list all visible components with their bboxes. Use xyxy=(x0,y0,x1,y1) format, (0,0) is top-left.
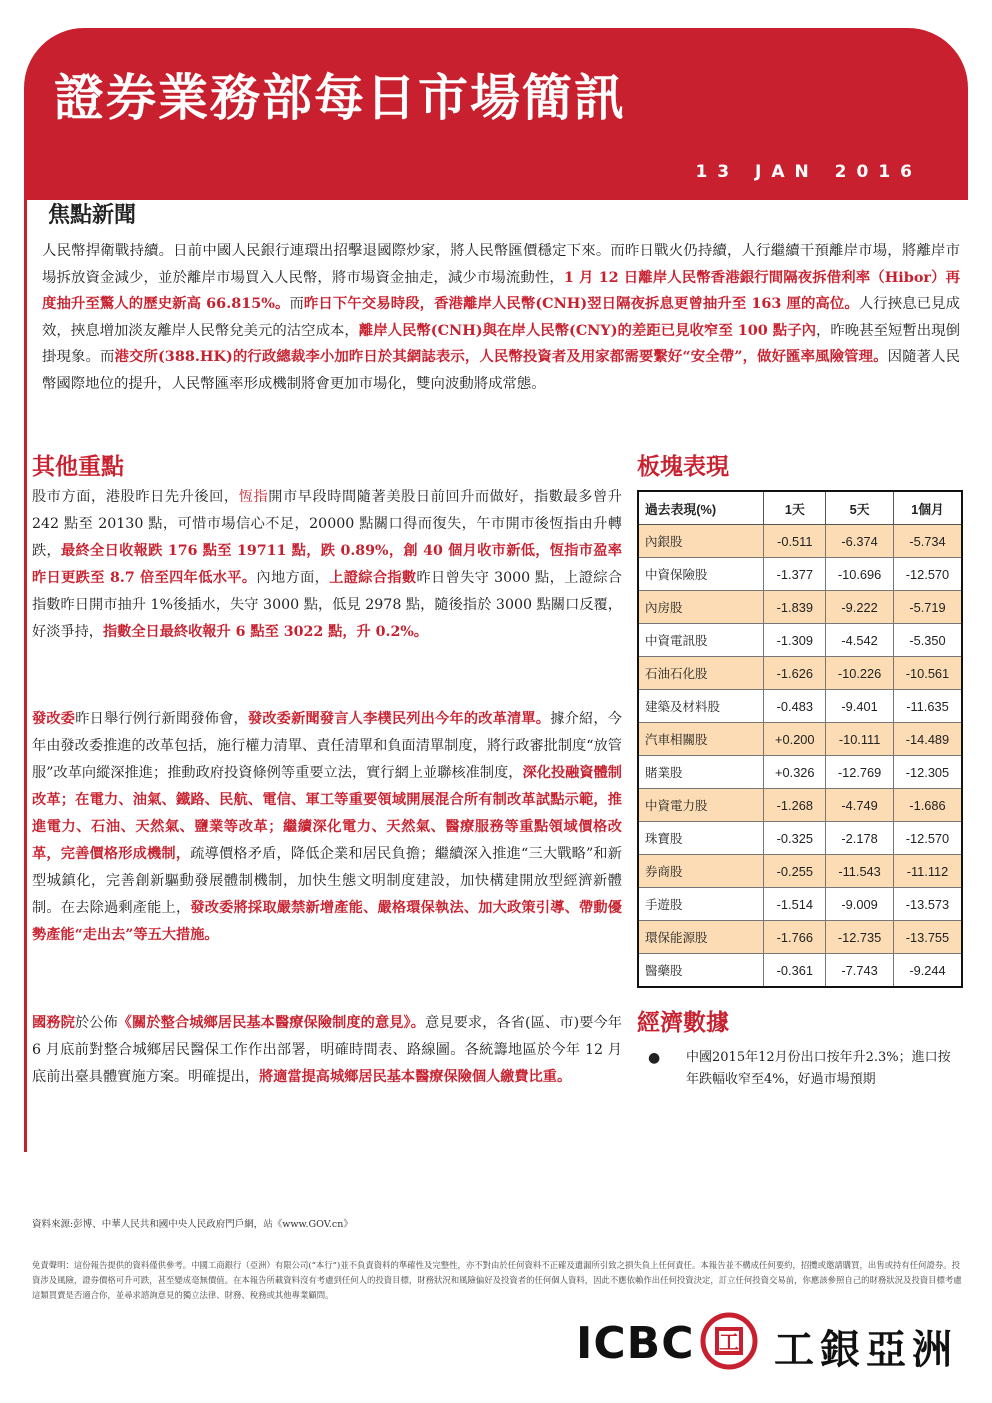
highlight-segment: 港交所(388.HK)的行政總裁李小加昨日於其網誌表示，人民幣投資者及用家都需要繫好“安全帶”，做好匯率風險管理。 xyxy=(114,348,888,365)
table-row xyxy=(638,789,962,822)
report-date: 13 JAN 2016 xyxy=(695,162,922,182)
economic-data-title: 經濟數據 xyxy=(637,1010,729,1036)
bullet-icon: ● xyxy=(648,1050,661,1066)
five-day-cell: -4.542 xyxy=(826,624,894,657)
table-row xyxy=(638,822,962,855)
one-day-cell: +0.326 xyxy=(764,756,826,789)
text-segment: 內地方面， xyxy=(256,570,330,586)
highlight-segment: 《關於整合城鄉居民基本醫療保險制度的意見》。 xyxy=(117,1015,426,1031)
column-header: 5天 xyxy=(826,491,894,525)
ndrc-paragraph xyxy=(32,706,622,949)
table-row xyxy=(638,723,962,756)
highlight-segment: 發改委新聞發言人李樸民列出今年的改革清單。 xyxy=(247,711,551,727)
text-segment: 因隨著人民幣國際地位的提升，人民幣匯率形成機制將會更加市場化，雙向波動將成常態。 xyxy=(42,349,960,392)
one-month-cell: -10.561 xyxy=(893,657,962,690)
sector-name-cell: 珠寶股 xyxy=(638,822,764,855)
five-day-cell: -9.401 xyxy=(826,690,894,723)
one-month-cell: -5.719 xyxy=(893,591,962,624)
page-title: 證券業務部每日市場簡訊 xyxy=(54,69,626,127)
one-day-cell: -0.325 xyxy=(764,822,826,855)
economic-data-text: 中國2015年12月份出口按年升2.3%；進口按年跌幅收窄至4%，好過市場預期 xyxy=(686,1050,951,1087)
one-month-cell: -12.305 xyxy=(893,756,962,789)
one-day-cell: -1.626 xyxy=(764,657,826,690)
highlight-segment: 最終全日收報跌 176 點至 19711 點，跌 0.89%，創 40 個月收市新低，恆指市盈率昨日更跌至 8.7 倍至四年低水平。 xyxy=(32,543,622,586)
sector-name-cell: 賭業股 xyxy=(638,756,764,789)
sector-name-cell: 石油石化股 xyxy=(638,657,764,690)
table-row xyxy=(638,921,962,954)
highlight-segment: 將適當提高城鄉居民基本醫療保險個人繳費比重。 xyxy=(259,1069,572,1085)
highlight-segment: 深化投融資體制改革；在電力、油氣、鐵路、民航、電信、軍工等重要領域開展混合所有制改革試點示範，推進電力、石油、天然氣、鹽業等改革；繼續深化電力、天然氣、醫療服務等重點領域價格改革，完善價格形成機制， xyxy=(32,765,622,862)
highlight-segment: 1 月 12 日離岸人民幣香港銀行間隔夜拆借利率（Hibor）再度抽升至驚人的歷史新高 66.815%。 xyxy=(42,268,960,312)
table-row xyxy=(638,690,962,723)
five-day-cell: -10.111 xyxy=(826,723,894,756)
sector-name-cell: 醫藥股 xyxy=(638,954,764,988)
sector-name-cell: 手遊股 xyxy=(638,888,764,921)
text-segment: 據介紹，今年由發改委推進的改革包括，施行權力清單、責任清單和負面清單制度，將行政審批制度“放管服”改革向縱深推進；推動政府投資條例等重要立法，實行網上並聯核准制度， xyxy=(32,711,622,781)
highlight-segment: 指數全日最終收報升 6 點至 3022 點，升 0.2%。 xyxy=(102,624,428,640)
table-row xyxy=(638,756,962,789)
economic-data-item xyxy=(648,1047,958,1091)
table-row xyxy=(638,657,962,690)
one-month-cell: -9.244 xyxy=(893,954,962,988)
sector-name-cell: 汽車相關股 xyxy=(638,723,764,756)
one-month-cell: -13.573 xyxy=(893,888,962,921)
five-day-cell: -12.769 xyxy=(826,756,894,789)
sector-performance-title: 板塊表現 xyxy=(637,454,729,480)
header-banner xyxy=(24,28,968,200)
logo-text-en: ICBC xyxy=(576,1318,695,1369)
one-day-cell: -1.514 xyxy=(764,888,826,921)
logo-text-cn: 工銀亞洲 xyxy=(774,1327,958,1373)
five-day-cell: -11.543 xyxy=(826,855,894,888)
table-row xyxy=(638,855,962,888)
text-segment: 人行挾息已見成效，挾息增加淡友離岸人民幣兌美元的沽空成本， xyxy=(42,296,960,339)
one-month-cell: -13.755 xyxy=(893,921,962,954)
table-row xyxy=(638,888,962,921)
one-month-cell: -14.489 xyxy=(893,723,962,756)
highlight-segment: 離岸人民幣(CNH)與在岸人民幣(CNY)的差距已見收窄至 100 點子內 xyxy=(358,321,816,339)
one-day-cell: -1.766 xyxy=(764,921,826,954)
one-day-cell: +0.200 xyxy=(764,723,826,756)
sector-performance-table xyxy=(637,490,963,988)
one-day-cell: -1.377 xyxy=(764,558,826,591)
five-day-cell: -10.226 xyxy=(826,657,894,690)
one-day-cell: -1.268 xyxy=(764,789,826,822)
column-header: 1個月 xyxy=(893,491,962,525)
one-day-cell: -0.255 xyxy=(764,855,826,888)
one-month-cell: -11.112 xyxy=(893,855,962,888)
table-row xyxy=(638,558,962,591)
one-month-cell: -12.570 xyxy=(893,822,962,855)
five-day-cell: -12.735 xyxy=(826,921,894,954)
state-council-paragraph xyxy=(32,1010,622,1091)
five-day-cell: -10.696 xyxy=(826,558,894,591)
highlight-segment: 上證綜合指數 xyxy=(329,570,417,586)
disclaimer: 免責聲明：這份報告提供的資料僅供參考。中國工商銀行（亞洲）有限公司(“本行”)並不負責資料的準確性及完整性，亦不對由於任何資料不正確及遺漏所引致之損失負上任何責任。本報告並不構成任何要約，招攬或邀請購買，出售或持有任何證券。投資涉及風險，證券價格可升可跌，甚至變成毫無價值。在本報告所載資料沒有考慮到任何人的投資目標，財務狀況和風險偏好及投資者的任何個人資料，因此不應依賴作出任何投資決定，訂立任何投資交易前，你應該參照自己的財務狀況及投資目標考慮這類買賣是否適合你，並尋求諮詢意見的獨立法律、財務、稅務或其他專業顧問。 xyxy=(32,1260,962,1300)
one-month-cell: -11.635 xyxy=(893,690,962,723)
column-header: 過去表現(%) xyxy=(638,491,764,525)
other-highlights-title: 其他重點 xyxy=(32,454,124,480)
sector-name-cell: 中資保險股 xyxy=(638,558,764,591)
text-segment: 開市早段時間隨著美股日前回升而做好，指數最多曾升 242 點至 20130 點，可惜市場信心不足，20000 點關口得而復失，午市開市後恆指由升轉跌， xyxy=(32,489,622,559)
focus-news-title: 焦點新聞 xyxy=(48,203,137,228)
five-day-cell: -6.374 xyxy=(826,525,894,558)
focus-news-body xyxy=(42,238,960,397)
sector-name-cell: 券商股 xyxy=(638,855,764,888)
one-day-cell: -1.309 xyxy=(764,624,826,657)
table-row xyxy=(638,624,962,657)
sector-name-cell: 建築及材料股 xyxy=(638,690,764,723)
text-segment: 於公佈 xyxy=(74,1015,118,1031)
text-segment: 疏導價格矛盾，降低企業和居民負擔；繼續深入推進“三大戰略”和新型城鎮化，完善創新驅動發展體制機制，加快生態文明制度建設，加快構建開放型經濟新體制。在去除過剩產能上， xyxy=(32,846,622,916)
one-day-cell: -1.839 xyxy=(764,591,826,624)
data-source: 資料來源:彭博、中華人民共和國中央人民政府門戶網，站《www.GOV.cn》 xyxy=(32,1219,353,1230)
sector-name-cell: 內房股 xyxy=(638,591,764,624)
emblem-glyph: 工 xyxy=(719,1330,739,1354)
five-day-cell: -2.178 xyxy=(826,822,894,855)
five-day-cell: -9.222 xyxy=(826,591,894,624)
table-header-row xyxy=(638,491,962,525)
sector-name-cell: 內銀股 xyxy=(638,525,764,558)
hk-market-paragraph xyxy=(32,484,622,646)
text-segment: 人民幣捍衛戰持續。日前中國人民銀行連環出招擊退國際炒家，將人民幣匯價穩定下來。而昨日戰火仍持續，人行繼續干預離岸市場，將離岸市場拆放資金減少，並於離岸市場買入人民幣，將市場資金抽走，減少市場流動性， xyxy=(42,243,960,286)
one-month-cell: -12.570 xyxy=(893,558,962,591)
one-day-cell: -0.511 xyxy=(764,525,826,558)
text-segment: 意見要求，各省(區、市)要今年 6 月底前對整合城鄉居民醫保工作作出部署，明確時間表、路線圖。各統籌地區於今年 12 月底前出臺具體實施方案。明確提出， xyxy=(32,1015,622,1085)
one-month-cell: -5.350 xyxy=(893,624,962,657)
one-month-cell: -1.686 xyxy=(893,789,962,822)
text-segment: 股市方面，港股昨日先升後回， xyxy=(32,489,239,505)
five-day-cell: -9.009 xyxy=(826,888,894,921)
highlight-segment: 發改委將採取嚴禁新增產能、嚴格環保執法、加大政策引導、帶動優勢產能“走出去”等五大措施。 xyxy=(32,900,622,943)
sector-name-cell: 中資電力股 xyxy=(638,789,764,822)
sector-name-cell: 中資電訊股 xyxy=(638,624,764,657)
one-day-cell: -0.361 xyxy=(764,954,826,988)
highlight-segment: 恆指 xyxy=(238,489,269,505)
highlight-segment: 發改委 xyxy=(32,711,76,727)
column-header: 1天 xyxy=(764,491,826,525)
text-segment: 昨日舉行例行新聞發佈會， xyxy=(75,711,248,727)
table-row xyxy=(638,591,962,624)
table-row xyxy=(638,525,962,558)
one-month-cell: -5.734 xyxy=(893,525,962,558)
text-segment: 昨日曾失守 3000 點，上證綜合指數昨日開市抽升 1%後插水，失守 3000 點，低見 2978 點，隨後指於 3000 點關口反覆，好淡爭持， xyxy=(32,570,622,640)
highlight-segment: 昨日下午交易時段，香港離岸人民幣(CNH)翌日隔夜拆息更曾抽升至 163 厘的高位。 xyxy=(303,295,859,312)
one-day-cell: -0.483 xyxy=(764,690,826,723)
text-segment: ，昨晚甚至短暫出現倒掛現象。而 xyxy=(42,322,960,365)
sector-name-cell: 環保能源股 xyxy=(638,921,764,954)
highlight-segment: 國務院 xyxy=(32,1015,75,1031)
table-row xyxy=(638,954,962,988)
five-day-cell: -4.749 xyxy=(826,789,894,822)
left-rule xyxy=(24,200,27,1152)
five-day-cell: -7.743 xyxy=(826,954,894,988)
icbc-emblem-icon xyxy=(700,1312,758,1370)
text-segment: 而 xyxy=(289,296,304,312)
